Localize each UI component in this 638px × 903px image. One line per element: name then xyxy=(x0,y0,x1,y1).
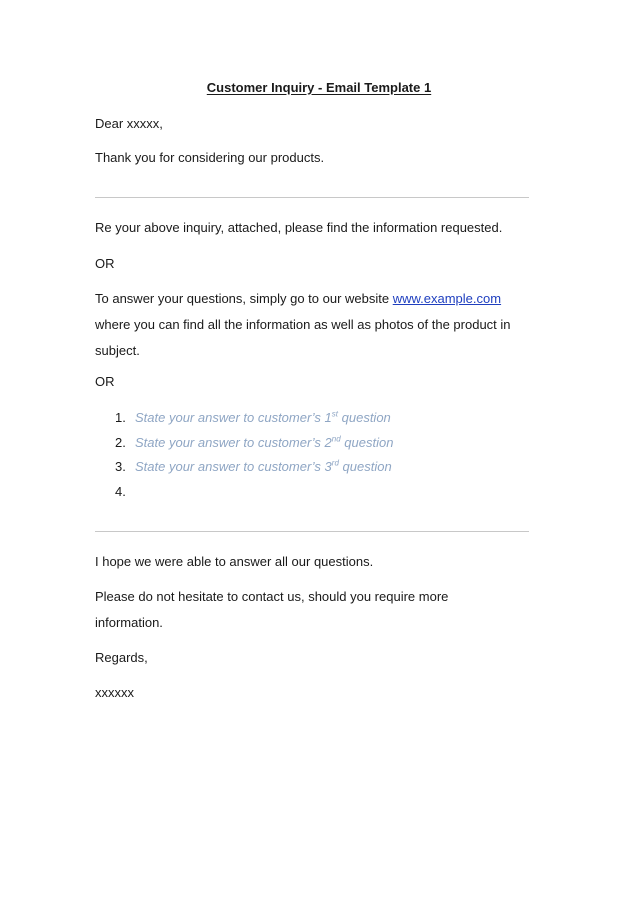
option-website-prefix: To answer your questions, simply go to our website xyxy=(95,291,393,306)
option-website-line-2: where you can find all the information as well as photos of the product in xyxy=(95,317,511,332)
or-separator-2: OR xyxy=(95,374,115,389)
closing-line-2b: information. xyxy=(95,615,163,630)
closing-paragraph-2 xyxy=(95,584,448,636)
list-number: 3. xyxy=(115,459,126,474)
list-item xyxy=(115,455,393,480)
or-separator-1: OR xyxy=(95,256,115,271)
answer-placeholder: State your answer to customer’s 1st question xyxy=(135,409,391,425)
option-website-paragraph xyxy=(95,286,511,364)
document-title: Customer Inquiry - Email Template 1 xyxy=(206,80,432,95)
website-link[interactable]: www.example.com xyxy=(392,291,502,306)
closing-line-1: I hope we were able to answer all our questions. xyxy=(95,554,374,569)
list-item xyxy=(115,431,393,456)
option-website-line-3: subject. xyxy=(95,343,140,358)
list-number: 2. xyxy=(115,434,126,450)
option-attached-line: Re your above inquiry, attached, please find the information requested. xyxy=(95,220,503,235)
list-number: 4. xyxy=(115,483,126,499)
signature: xxxxxx xyxy=(95,685,134,700)
list-item xyxy=(115,406,393,431)
answers-list xyxy=(115,406,393,504)
answer-placeholder: State your answer to customer’s 2nd question xyxy=(135,434,394,450)
option-website-line-1 xyxy=(95,286,511,312)
closing-line-2a: Please do not hesitate to contact us, should you require more xyxy=(95,589,449,604)
greeting: Dear xxxxx, xyxy=(95,116,163,131)
top-divider xyxy=(95,197,529,198)
list-number: 1. xyxy=(115,410,126,425)
thanks-line: Thank you for considering our products. xyxy=(95,150,325,165)
list-item xyxy=(115,480,393,505)
regards: Regards, xyxy=(95,650,148,665)
bottom-divider xyxy=(95,531,529,532)
answer-placeholder: State your answer to customer’s 3rd question xyxy=(135,458,392,474)
